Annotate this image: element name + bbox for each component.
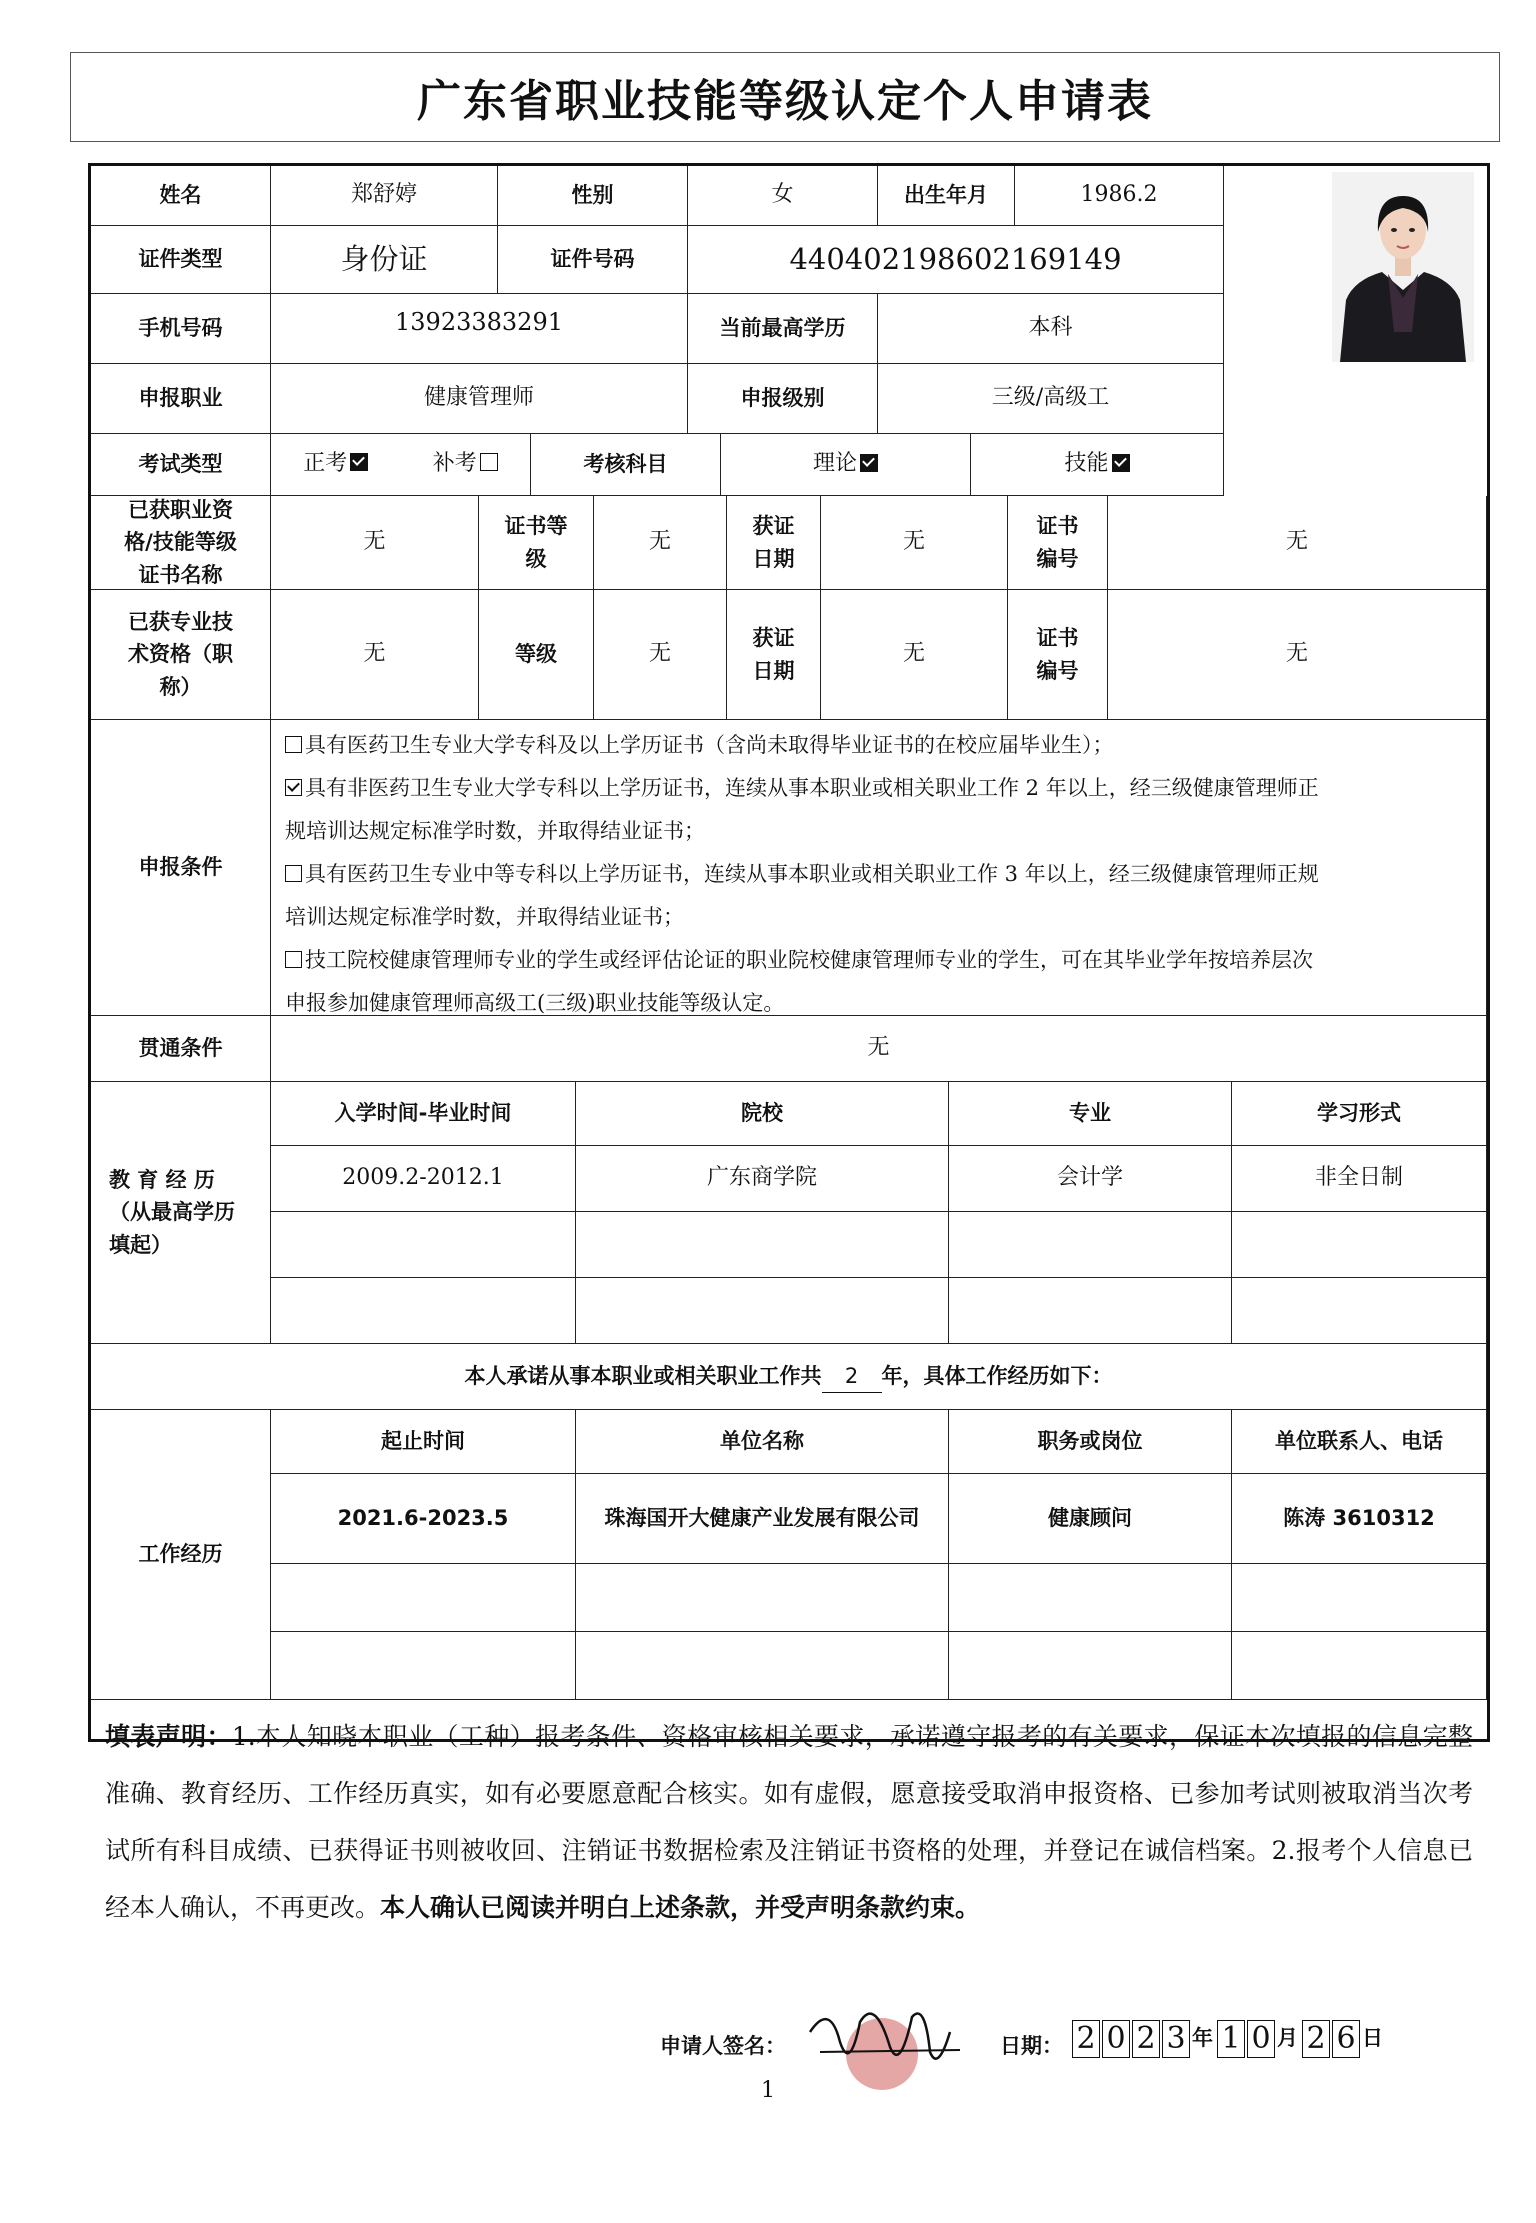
cert-label: 已获职业资 格/技能等级 证书名称 <box>91 496 271 590</box>
applicant-photo <box>1332 172 1474 362</box>
examtype-options <box>271 434 531 496</box>
condition-item-cont: 规培训达规定标准学时数，并取得结业证书； <box>285 819 705 843</box>
name-value: 郑舒婷 <box>271 166 498 226</box>
idtype-value: 身份证 <box>271 226 498 294</box>
form-title-box <box>70 52 1500 142</box>
cert-level-value: 无 <box>594 496 727 590</box>
subject-label: 考核科目 <box>531 434 721 496</box>
edu-row-3-period <box>271 1278 576 1344</box>
title-cert-name-value: 无 <box>271 590 479 720</box>
job-value: 健康管理师 <box>271 364 688 434</box>
idtype-label: 证件类型 <box>91 226 271 294</box>
signature-row <box>660 2012 1460 2072</box>
conditions-label: 申报条件 <box>91 720 271 1016</box>
work-row-2-company <box>576 1564 949 1632</box>
exam-main-checkbox[interactable] <box>350 453 368 471</box>
date-boxes: 2 0 2 3 年 1 0 月 2 6 日 <box>1072 2020 1383 2058</box>
condition-3-checkbox[interactable] <box>285 865 302 882</box>
work-row-3-position <box>949 1632 1232 1700</box>
condition-4-checkbox[interactable] <box>285 951 302 968</box>
work-row-1-company: 珠海国开大健康产业发展有限公司 <box>576 1474 949 1564</box>
date-label: 日期： <box>1000 2034 1063 2058</box>
work-row-3-company <box>576 1632 949 1700</box>
edu-row-3-mode <box>1232 1278 1487 1344</box>
edu-header-period: 入学时间-毕业时间 <box>271 1082 576 1146</box>
signature-label: 申请人签名： <box>660 2034 786 2058</box>
level-label: 申报级别 <box>688 364 878 434</box>
edu-header-major: 专业 <box>949 1082 1232 1146</box>
edu-row-1-period: 2009.2-2012.1 <box>271 1146 576 1212</box>
edu-row-1-school: 广东商学院 <box>576 1146 949 1212</box>
level-value: 三级/高级工 <box>878 364 1224 434</box>
work-row-2-contact <box>1232 1564 1487 1632</box>
theory-checkbox[interactable] <box>860 454 878 472</box>
page-number: 1 <box>761 2078 775 2103</box>
cert-date-label: 获证 日期 <box>727 496 821 590</box>
conditions-list <box>271 720 1487 1016</box>
application-form <box>88 163 1490 1922</box>
condition-2-checkbox[interactable] <box>285 779 302 796</box>
condition-item-cont: 申报参加健康管理师高级工(三级)职业技能等级认定。 <box>285 991 785 1015</box>
work-row-1-period: 2021.6-2023.5 <box>271 1474 576 1564</box>
gender-label: 性别 <box>498 166 688 226</box>
cert-date-value: 无 <box>821 496 1008 590</box>
work-header-company: 单位名称 <box>576 1410 949 1474</box>
edu-row-2-school <box>576 1212 949 1278</box>
condition-item[interactable]: 技工院校健康管理师专业的学生或经评估论证的职业院校健康管理师专业的学生，可在其毕业学年按培养层次 <box>285 939 1313 982</box>
through-label: 贯通条件 <box>91 1016 271 1082</box>
education-value: 本科 <box>878 294 1224 364</box>
through-value: 无 <box>271 1016 1487 1082</box>
edu-row-1-mode: 非全日制 <box>1232 1146 1487 1212</box>
condition-item-cont: 培训达规定标准学时数，并取得结业证书； <box>285 905 684 929</box>
form-title: 广东省职业技能等级认定个人申请表 <box>417 76 1153 127</box>
declaration-head: 填表声明： <box>105 1722 232 1751</box>
gender-value: 女 <box>688 166 878 226</box>
edu-row-2-period <box>271 1212 576 1278</box>
education-label: 当前最高学历 <box>688 294 878 364</box>
subject-skill-option[interactable]: 技能 <box>971 434 1224 496</box>
work-row-2-position <box>949 1564 1232 1632</box>
edu-header-mode: 学习形式 <box>1232 1082 1487 1146</box>
exam-retake-option[interactable]: 补考 <box>433 447 498 481</box>
edu-row-2-major <box>949 1212 1232 1278</box>
work-row-1-position: 健康顾问 <box>949 1474 1232 1564</box>
cert-level-label: 证书等 级 <box>479 496 594 590</box>
title-cert-date-label: 获证 日期 <box>727 590 821 720</box>
declaration <box>91 1700 1487 1944</box>
title-cert-no-value: 无 <box>1108 590 1487 720</box>
birth-value: 1986.2 <box>1015 166 1224 226</box>
work-section-label: 工作经历 <box>91 1410 271 1700</box>
cert-no-value: 无 <box>1108 496 1487 590</box>
work-row-3-contact <box>1232 1632 1487 1700</box>
phone-label: 手机号码 <box>91 294 271 364</box>
signature-image <box>800 1992 970 2092</box>
phone-value: 13923383291 <box>271 294 688 364</box>
cert-no-label: 证书 编号 <box>1008 496 1108 590</box>
work-years: 2 <box>822 1360 882 1394</box>
exam-retake-checkbox[interactable] <box>480 453 498 471</box>
job-label: 申报职业 <box>91 364 271 434</box>
idno-value: 440402198602169149 <box>688 226 1224 294</box>
condition-item[interactable]: 具有医药卫生专业大学专科及以上学历证书（含尚未取得毕业证书的在校应届毕业生）； <box>285 724 1114 767</box>
declaration-bold: 本人确认已阅读并明白上述条款，并受声明条款约束。 <box>380 1893 981 1922</box>
name-label: 姓名 <box>91 166 271 226</box>
work-header-contact: 单位联系人、电话 <box>1232 1410 1487 1474</box>
portrait-image <box>1332 172 1474 362</box>
edu-row-3-major <box>949 1278 1232 1344</box>
work-commitment: 本人承诺从事本职业或相关职业工作共 2 年，具体工作经历如下： <box>91 1344 1487 1410</box>
title-cert-level-label: 等级 <box>479 590 594 720</box>
work-row-3-period <box>271 1632 576 1700</box>
condition-1-checkbox[interactable] <box>285 736 302 753</box>
title-cert-date-value: 无 <box>821 590 1008 720</box>
exam-main-option[interactable]: 正考 <box>303 447 368 481</box>
birth-label: 出生年月 <box>878 166 1015 226</box>
title-cert-no-label: 证书 编号 <box>1008 590 1108 720</box>
condition-item[interactable]: 具有医药卫生专业中等专科以上学历证书，连续从事本职业或相关职业工作 3 年以上，经三级健康管理师正规 <box>285 853 1319 896</box>
examtype-label: 考试类型 <box>91 434 271 496</box>
work-row-1-contact: 陈涛 3610312 <box>1232 1474 1487 1564</box>
condition-item[interactable]: 具有非医药卫生专业大学专科以上学历证书，连续从事本职业或相关职业工作 2 年以上，经三级健康管理师正 <box>285 767 1319 810</box>
education-section-label: 教 育 经 历 （从最高学历 填起） <box>91 1082 271 1344</box>
cert-name-value: 无 <box>271 496 479 590</box>
subject-theory-option[interactable]: 理论 <box>721 434 971 496</box>
work-header-position: 职务或岗位 <box>949 1410 1232 1474</box>
edu-header-school: 院校 <box>576 1082 949 1146</box>
declaration-body: 1.本人知晓本职业（工种）报考条件、资格审核相关要求，承诺遵守报考的有关要求，保证本次填报的信息完整准确、教育经历、工作经历真实，如有必要愿意配合核实。如有虚假，愿意接受取消申报资格、已参加考试则被取消当次考试所有科目成绩、已获得证书则被收回、注销证书数据检索及注销证书资格的处理，并登记在诚信档案。2.报考个人信息已经本人确认，不再更改。 <box>105 1722 1473 1922</box>
title-cert-level-value: 无 <box>594 590 727 720</box>
work-row-2-period <box>271 1564 576 1632</box>
title-cert-label: 已获专业技 术资格（职 称） <box>91 590 271 720</box>
edu-row-1-major: 会计学 <box>949 1146 1232 1212</box>
skill-checkbox[interactable] <box>1112 454 1130 472</box>
edu-row-3-school <box>576 1278 949 1344</box>
work-header-period: 起止时间 <box>271 1410 576 1474</box>
idno-label: 证件号码 <box>498 226 688 294</box>
edu-row-2-mode <box>1232 1212 1487 1278</box>
